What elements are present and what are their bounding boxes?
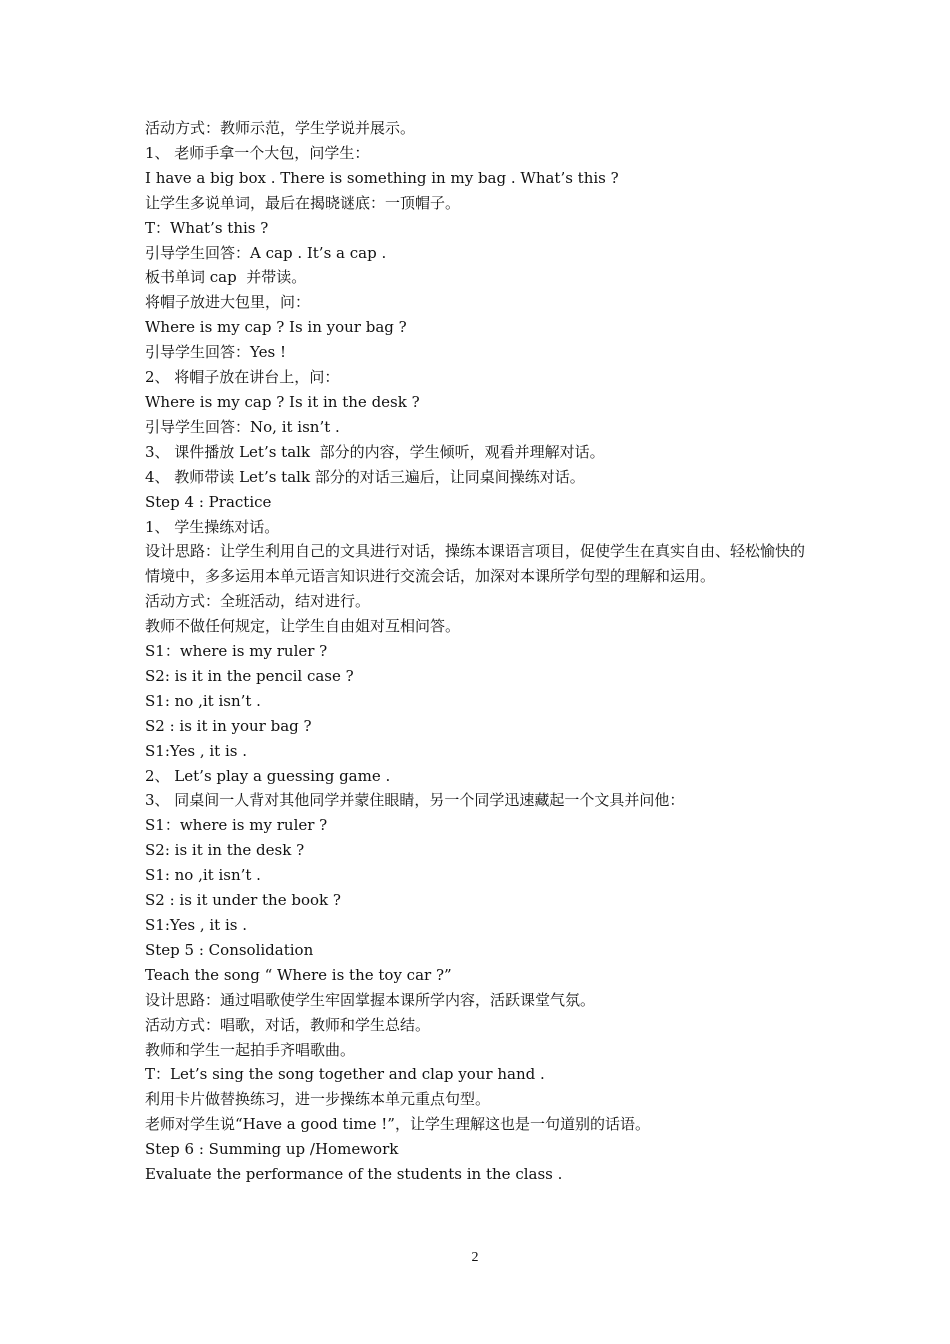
text-line: 2、 Let’s play a guessing game . <box>145 766 391 785</box>
text-line: 教师不做任何规定，让学生自由姐对互相问答。 <box>145 617 461 636</box>
text-line: T：What’s this ? <box>145 218 269 237</box>
text-line: Teach the song “ Where is the toy car ?” <box>145 965 452 984</box>
text-line: 引导学生回答：No, it isn’t . <box>145 417 340 436</box>
text-line: 引导学生回答：A cap . It’s a cap . <box>145 243 387 262</box>
text-line: 让学生多说单词，最后在揭晓谜底：一顶帽子。 <box>145 193 461 212</box>
dialogue-line: S2 : is it under the book ? <box>145 891 341 910</box>
dialogue-line: S2: is it in the pencil case ? <box>145 666 354 685</box>
dialogue-line: S1：where is my ruler ? <box>145 642 328 661</box>
text-line: 引导学生回答：Yes ! <box>145 343 286 362</box>
dialogue-line: S2 : is it in your bag ? <box>145 716 312 735</box>
dialogue-line: S2: is it in the desk ? <box>145 841 305 860</box>
text-line: 4、 教师带读 Let’s talk 部分的对话三遍后，让同桌间操练对话。 <box>145 467 585 486</box>
dialogue-line: S1:Yes , it is . <box>145 916 247 934</box>
text-line: 利用卡片做替换练习，进一步操练本单元重点句型。 <box>145 1090 491 1109</box>
section-heading: Step 4 : Practice <box>145 492 272 511</box>
text-line: 活动方式：教师示范，学生学说并展示。 <box>145 119 416 137</box>
dialogue-line: S1：where is my ruler ? <box>145 816 328 835</box>
document-body <box>145 116 815 1187</box>
text-line: Where is my cap ? Is in your bag ? <box>145 318 407 337</box>
text-line: 老师对学生说“Have a good time !”，让学生理解这也是一句道别的话语。 <box>145 1115 650 1134</box>
dialogue-line: S1:Yes , it is . <box>145 741 247 760</box>
text-line: 3、 同桌间一人背对其他同学并蒙住眼睛，另一个同学迅速藏起一个文具并问他： <box>145 791 685 810</box>
text-line: Where is my cap ? Is it in the desk ? <box>145 392 420 411</box>
dialogue-line: S1: no ,it isn’t . <box>145 866 261 885</box>
text-line: 1、 学生操练对话。 <box>145 517 280 536</box>
text-line: 活动方式：全班活动，结对进行。 <box>145 592 371 611</box>
paragraph: 设计思路：让学生利用自己的文具进行对话，操练本课语言项目，促使学生在真实自由、轻松愉快的情境中，多多运用本单元语言知识进行交流会话，加深对本课所学句型的理解和运用。 <box>145 542 806 586</box>
text-line: Evaluate the performance of the students in the class . <box>145 1165 563 1184</box>
section-heading: Step 6 : Summing up /Homework <box>145 1140 399 1159</box>
section-heading: Step 5 : Consolidation <box>145 940 314 959</box>
text-line: 将帽子放进大包里，问： <box>145 293 311 312</box>
text-line: 教师和学生一起拍手齐唱歌曲。 <box>145 1040 356 1059</box>
text-line: 活动方式：唱歌，对话，教师和学生总结。 <box>145 1015 431 1034</box>
text-line: 板书单词 cap 并带读。 <box>145 268 307 287</box>
text-line: I have a big box . There is something in my bag . What’s this ? <box>145 168 619 187</box>
dialogue-line: S1: no ,it isn’t . <box>145 691 261 710</box>
text-line: 1、 老师手拿一个大包，问学生： <box>145 143 370 162</box>
dialogue-line: T：Let’s sing the song together and clap your hand . <box>145 1065 545 1084</box>
text-line: 设计思路：通过唱歌使学生牢固掌握本课所学内容，活跃课堂气氛。 <box>145 990 596 1009</box>
text-line: 3、 课件播放 Let’s talk 部分的内容，学生倾听，观看并理解对话。 <box>145 442 605 461</box>
text-line: 2、 将帽子放在讲台上，问： <box>145 368 340 387</box>
page-number: 2 <box>471 1250 479 1265</box>
